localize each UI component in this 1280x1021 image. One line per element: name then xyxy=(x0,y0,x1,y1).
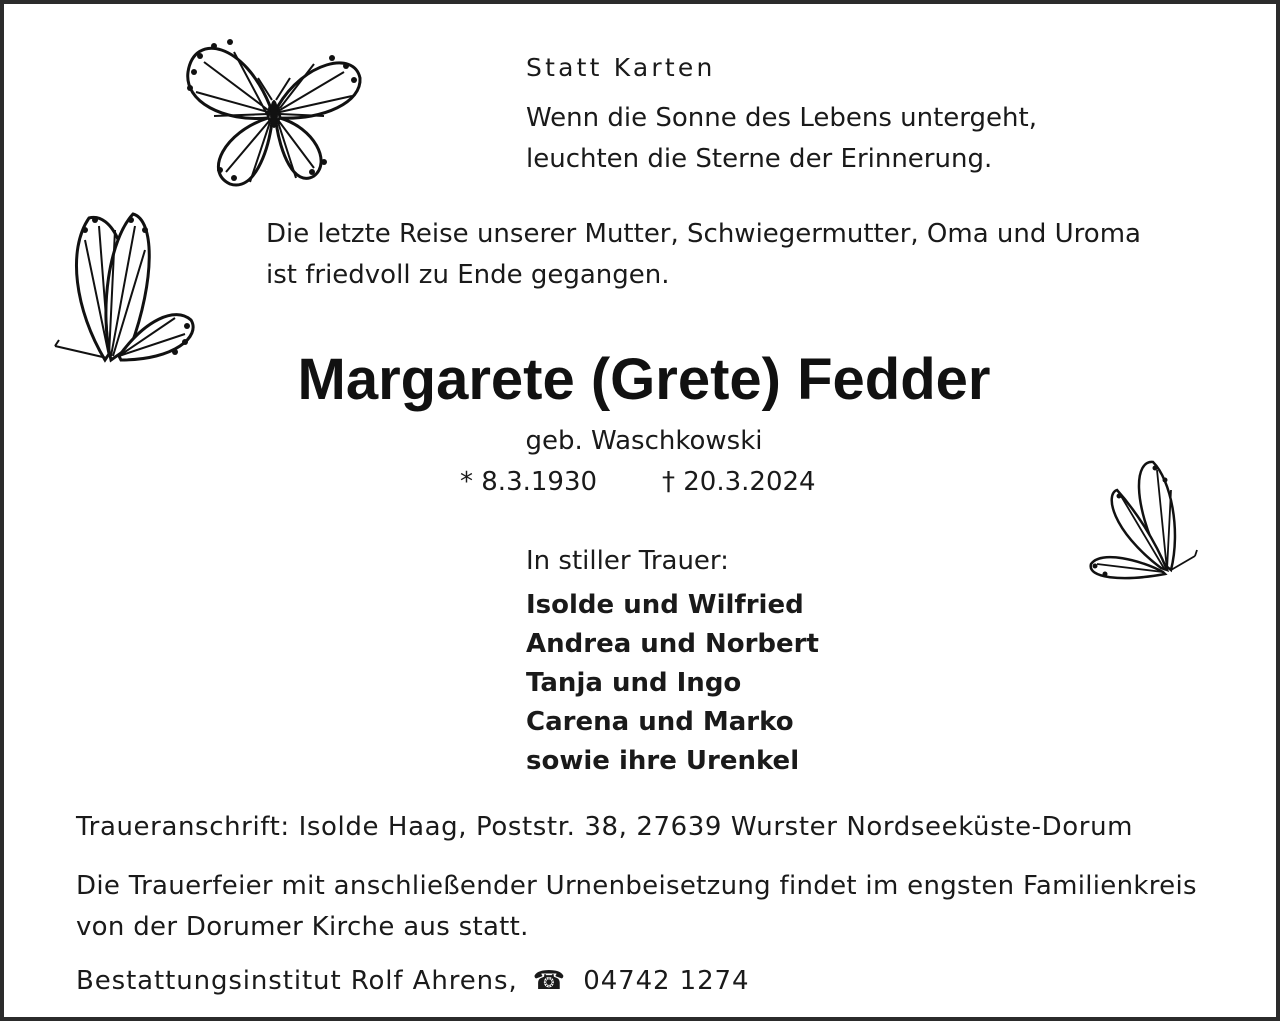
list-item: Carena und Marko xyxy=(526,707,794,737)
funeral-home-line xyxy=(76,961,749,1002)
list-item: Tanja und Ingo xyxy=(526,668,742,698)
phone-number: 04742 1274 xyxy=(583,966,750,996)
quote-line: leuchten die Sterne der Erinnerung. xyxy=(526,144,993,174)
list-item: Isolde und Wilfried xyxy=(526,590,804,620)
maiden-name: geb. Waschkowski xyxy=(525,426,763,456)
intro-line: ist friedvoll zu Ende gegangen. xyxy=(266,260,670,290)
mourners-list xyxy=(526,586,819,781)
butterfly-icon xyxy=(184,34,364,190)
deceased-name: Margarete (Grete) Fedder xyxy=(297,347,991,412)
telephone-icon: ☎ xyxy=(532,966,567,996)
ceremony-line: von der Dorumer Kirche aus statt. xyxy=(76,912,529,942)
memorial-quote xyxy=(526,98,1037,180)
quote-line: Wenn die Sonne des Lebens untergeht, xyxy=(526,103,1037,133)
intro-text xyxy=(266,214,1141,296)
death-date: † 20.3.2024 xyxy=(662,467,816,497)
list-item: Andrea und Norbert xyxy=(526,629,819,659)
funeral-home-name: Bestattungsinstitut Rolf Ahrens, xyxy=(76,966,518,996)
butterfly-icon xyxy=(1084,458,1198,582)
statt-karten-label: Statt Karten xyxy=(526,53,716,82)
intro-line: Die letzte Reise unserer Mutter, Schwiegermutter, Oma und Uroma xyxy=(266,219,1141,249)
ceremony-info xyxy=(76,866,1197,948)
ceremony-line: Die Trauerfeier mit anschließender Urnenbeisetzung findet im engsten Familienkreis xyxy=(76,871,1197,901)
mourning-address: Traueranschrift: Isolde Haag, Poststr. 38, 27639 Wurster Nordseeküste-Dorum xyxy=(76,812,1134,842)
mourners-heading: In stiller Trauer: xyxy=(526,546,729,576)
list-item: sowie ihre Urenkel xyxy=(526,746,800,776)
birth-date: * 8.3.1930 xyxy=(460,467,598,497)
